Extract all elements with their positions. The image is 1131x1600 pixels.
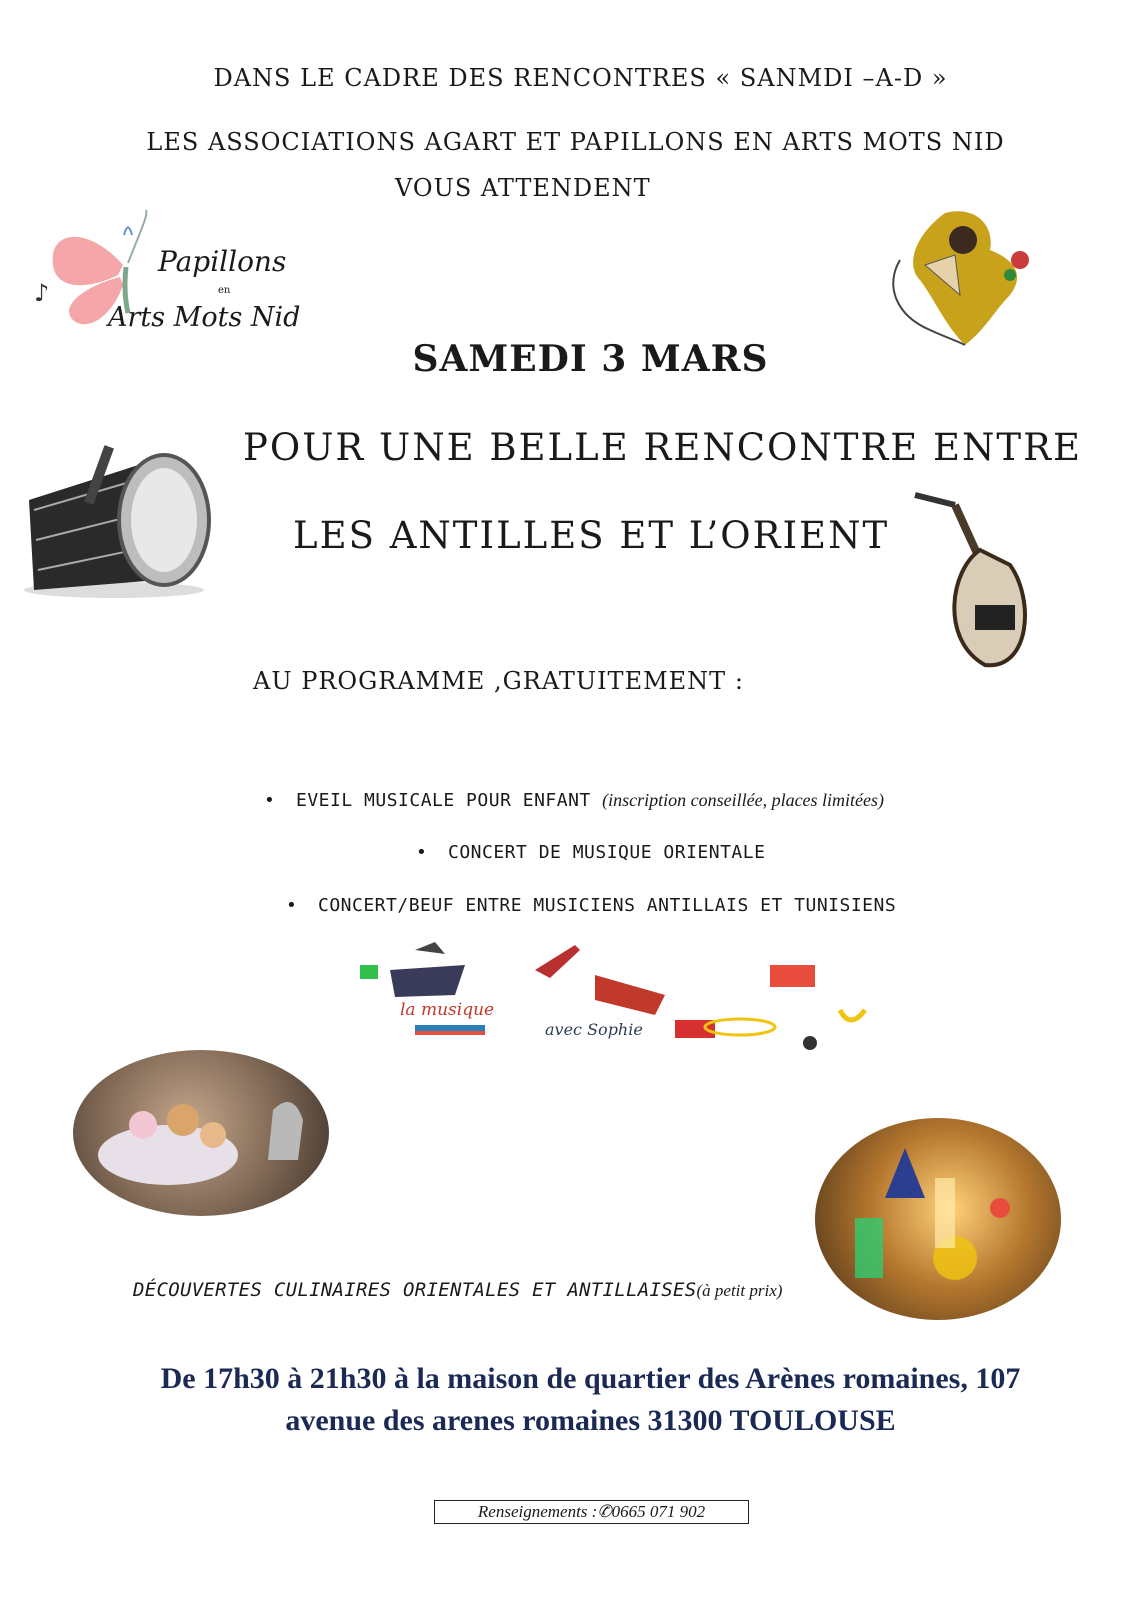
cocktails-image — [815, 1118, 1061, 1320]
intro-line-2: LES ASSOCIATIONS AGART ET PAPILLONS EN ARTS MOTS NID — [146, 128, 1005, 156]
program-heading: AU PROGRAMME ,GRATUITEMENT : — [253, 667, 744, 695]
pastries-image — [73, 1050, 329, 1216]
list-item — [318, 895, 896, 916]
program-item-label: CONCERT/BEUF ENTRE MUSICIENS ANTILLAIS ET TUNISIENS — [318, 895, 897, 916]
papillons-logo — [28, 205, 313, 340]
intro-line-3: VOUS ATTENDENT — [395, 174, 651, 202]
event-headline-1: POUR UNE BELLE RENCONTRE ENTRE — [243, 426, 1082, 469]
culinary-text — [133, 1279, 782, 1301]
culinary-note: (à petit prix) — [696, 1281, 783, 1300]
event-date: SAMEDI 3 MARS — [412, 338, 769, 380]
logo-subtitle: Arts Mots Nid — [108, 302, 301, 333]
music-collage-image — [355, 935, 905, 1070]
logo-title: Papillons — [158, 245, 287, 278]
program-item-label: CONCERT DE MUSIQUE ORIENTALE — [448, 842, 766, 863]
list-item — [448, 842, 765, 863]
africa-fan-image — [885, 205, 1045, 350]
culinary-label: DÉCOUVERTES CULINAIRES ORIENTALES ET ANTILLAISES — [133, 1279, 697, 1301]
contact-box: Renseignements :✆0665 071 902 — [434, 1500, 749, 1524]
event-address — [0, 1358, 1131, 1442]
program-item-note: (inscription conseillée, places limitées) — [602, 790, 885, 810]
address-line-1: De 17h30 à 21h30 à la maison de quartier des Arènes romaines, 107 — [160, 1362, 1021, 1395]
logo-small: en — [218, 285, 231, 296]
oud-image — [910, 490, 1040, 675]
list-item — [296, 790, 884, 811]
address-line-2: avenue des arenes romaines 31300 TOULOUSE — [285, 1404, 896, 1437]
svg-text:♪: ♪ — [34, 279, 50, 307]
music-text-1: la musique — [400, 1000, 495, 1020]
drum-image — [14, 430, 219, 600]
intro-line-1: DANS LE CADRE DES RENCONTRES « SANMDI –A-D » — [213, 64, 948, 92]
program-item-label: EVEIL MUSICALE POUR ENFANT — [296, 790, 591, 811]
event-headline-2: LES ANTILLES ET L’ORIENT — [293, 514, 890, 557]
music-text-2: avec Sophie — [545, 1020, 643, 1039]
